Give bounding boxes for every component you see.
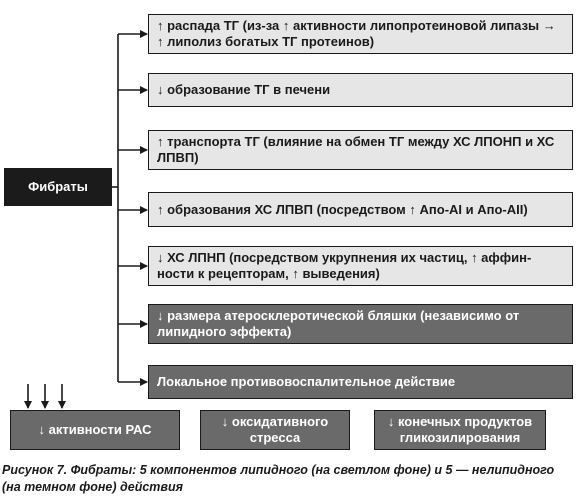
effect-text-1: ↑ распада ТГ (из-за ↑ активности липопротеиновой липазы → ↑ липолиз богатых ТГ протеинов) <box>157 18 556 49</box>
effect-text-4: ↑ образования ХС ЛПВП (посредством ↑ Апо-AI и Апо-AII) <box>157 201 528 217</box>
effect-box-4 <box>148 192 573 227</box>
figure-caption: Рисунок 7. Фибраты: 5 компонентов липидного (на светлом фоне) и 5 — нелипидного (на темном фоне) действия <box>2 463 555 494</box>
effect-box-3 <box>148 130 573 170</box>
sub-effect-box-oxidative <box>200 410 350 450</box>
sub-effect-text-1: ↓ активности РАС <box>38 422 152 437</box>
sub-effect-text-2: ↓ оксидативного стресса <box>221 414 329 445</box>
sub-effect-box-glycation <box>374 410 546 450</box>
source-label: Фибраты <box>28 179 88 194</box>
effect-text-2: ↓ образование ТГ в печени <box>157 82 331 97</box>
effect-box-1 <box>148 14 573 54</box>
sub-effect-box-ras <box>10 410 180 450</box>
effect-text-7: Локальное противовоспалительное действие <box>157 374 456 389</box>
effect-text-3: ↑ транспорта ТГ (влияние на обмен ТГ между ХС ЛПОНП и ХС ЛПВП) <box>157 134 555 165</box>
effect-box-7 <box>148 365 573 399</box>
effect-text-5: ↓ ХС ЛПНП (посредством укрупнения их частиц, ↑ аффин-ности к рецепторам, ↑ выведения) <box>157 250 532 281</box>
source-box-fibrates <box>4 168 112 206</box>
sub-effect-text-3: ↓ конечных продуктов гликозилирования <box>387 414 533 445</box>
effect-box-6 <box>148 304 573 344</box>
effect-box-5 <box>148 246 573 286</box>
effect-box-2 <box>148 73 573 107</box>
effect-text-6: ↓ размера атеросклеротической бляшки (независимо от липидного эффекта) <box>157 308 520 339</box>
